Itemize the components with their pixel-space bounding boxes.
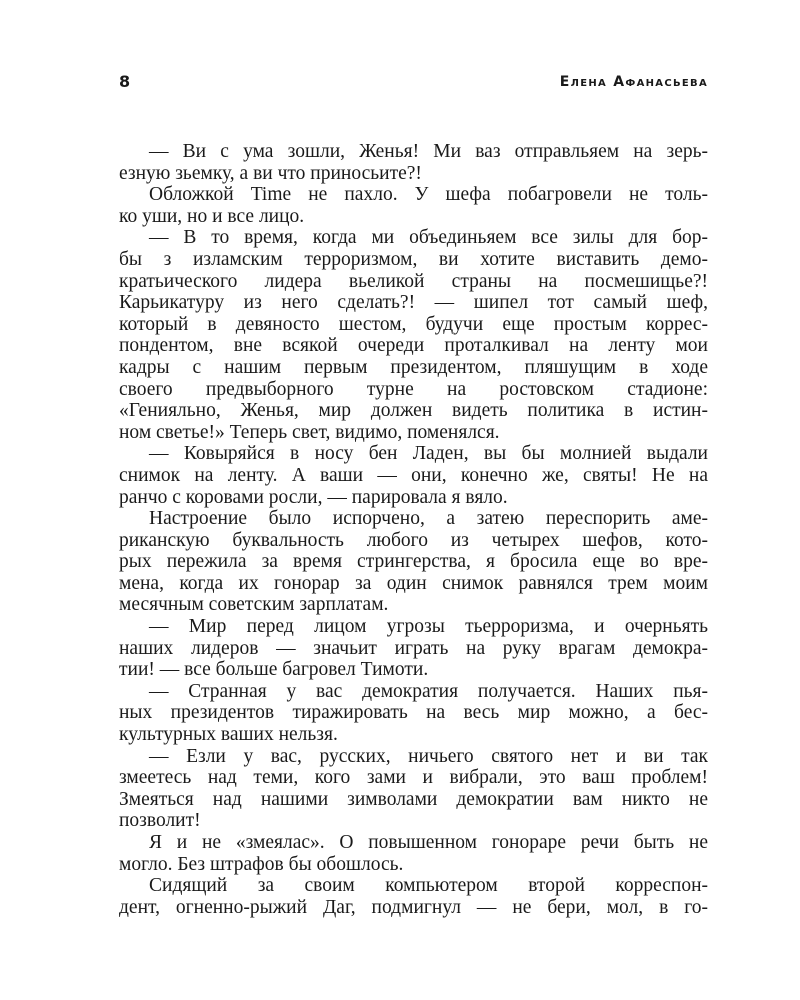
text-line: дент, огненно-рыжий Даг, подмигнул — не бери, мол, в го- — [119, 896, 708, 918]
text-line: месячным советским зарплатам. — [119, 594, 389, 616]
author-name: Елена Афанасьева — [559, 74, 708, 90]
paragraph — [119, 681, 708, 746]
paragraph — [119, 141, 708, 184]
text-line: ном светье!» Теперь свет, видимо, поменялся. — [119, 421, 500, 443]
text-line: езную зьемку, а ви что приносьите?! — [119, 162, 422, 184]
text-line: — Ви с ума зошли, Женья! Ми ваз отправльяем на зерь- — [149, 141, 708, 162]
text-line: тии! — все больше багровел Тимоти. — [119, 659, 429, 681]
text-line: ко уши, но и все лицо. — [119, 205, 305, 227]
paragraph — [119, 832, 708, 875]
paragraph — [119, 508, 708, 616]
text-line: — Езли у вас, русских, ничьего святого нет и ви так — [149, 745, 708, 767]
text-line: — В то время, когда ми объединьяем все зилы для бор- — [149, 227, 708, 249]
text-line: Карьикатуру из него сделать?! — шипел тот самый шеф, — [119, 292, 708, 314]
text-line: «Генияльно, Женья, мир должен видеть политика в истин- — [119, 400, 708, 422]
text-line: Настроение было испорчено, а затею переспорить аме- — [149, 508, 708, 530]
paragraph — [119, 184, 708, 227]
text-line: бы з изламским терроризмом, ви хотите виставить демо- — [119, 248, 708, 270]
text-line: змеетесь над теми, кого зами и вибрали, это ваш проблем! — [119, 767, 708, 789]
text-line: — Мир перед лицом угрозы тьерроризма, и очерньять — [149, 616, 708, 638]
text-line: рых пережила за время стрингерства, я бросила еще во вре- — [119, 551, 708, 573]
paragraph — [119, 746, 708, 832]
text-line: наших лидеров — значьит играть на руку врагам демокра- — [119, 637, 708, 659]
paragraph — [119, 875, 708, 918]
page-body-text — [119, 141, 708, 918]
paragraph — [119, 616, 708, 681]
page-number: 8 — [119, 72, 131, 91]
text-line: пондентом, вне всякой очереди проталкивал на ленту мои — [119, 335, 708, 357]
text-line: позволит! — [119, 810, 201, 832]
text-line: Змеяться над нашими зимволами демократии вам никто не — [119, 788, 708, 810]
text-line: кадры с нашим первым президентом, пляшущим в ходе — [119, 356, 708, 378]
text-line: кратьического лидера вьеликой страны на посмешищье?! — [119, 270, 708, 292]
paragraph — [119, 443, 708, 508]
text-line: снимок на ленту. А ваши — они, конечно же, святы! Не на — [119, 464, 708, 486]
text-line: могло. Без штрафов бы обошлось. — [119, 853, 404, 875]
paragraph — [119, 227, 708, 443]
text-line: который в девяносто шестом, будучи еще простым коррес- — [119, 313, 708, 335]
text-line: ных президентов тиражировать на весь мир можно, а бес- — [119, 702, 708, 724]
running-header — [119, 72, 708, 96]
text-line: ранчо с коровами росли, — парировала я вяло. — [119, 486, 508, 508]
text-line: Сидящий за своим компьютером второй корреспон- — [149, 875, 708, 897]
text-line: Я и не «змеялас». О повышенном гонораре речи быть не — [149, 832, 708, 853]
text-line: культурных ваших нельзя. — [119, 724, 338, 746]
text-line: риканскую буквальность любого из четырех шефов, кото- — [119, 529, 708, 551]
text-line: Обложкой Time не пахло. У шефа побагровели не толь- — [149, 184, 708, 206]
text-line: — Ковыряйся в носу бен Ладен, вы бы молнией выдали — [149, 443, 708, 465]
text-line: своего предвыборного турне на ростовском стадионе: — [119, 378, 708, 400]
text-line: мена, когда их гонорар за один снимок равнялся трем моим — [119, 572, 708, 594]
text-line: — Странная у вас демократия получается. Наших пья- — [149, 680, 708, 702]
